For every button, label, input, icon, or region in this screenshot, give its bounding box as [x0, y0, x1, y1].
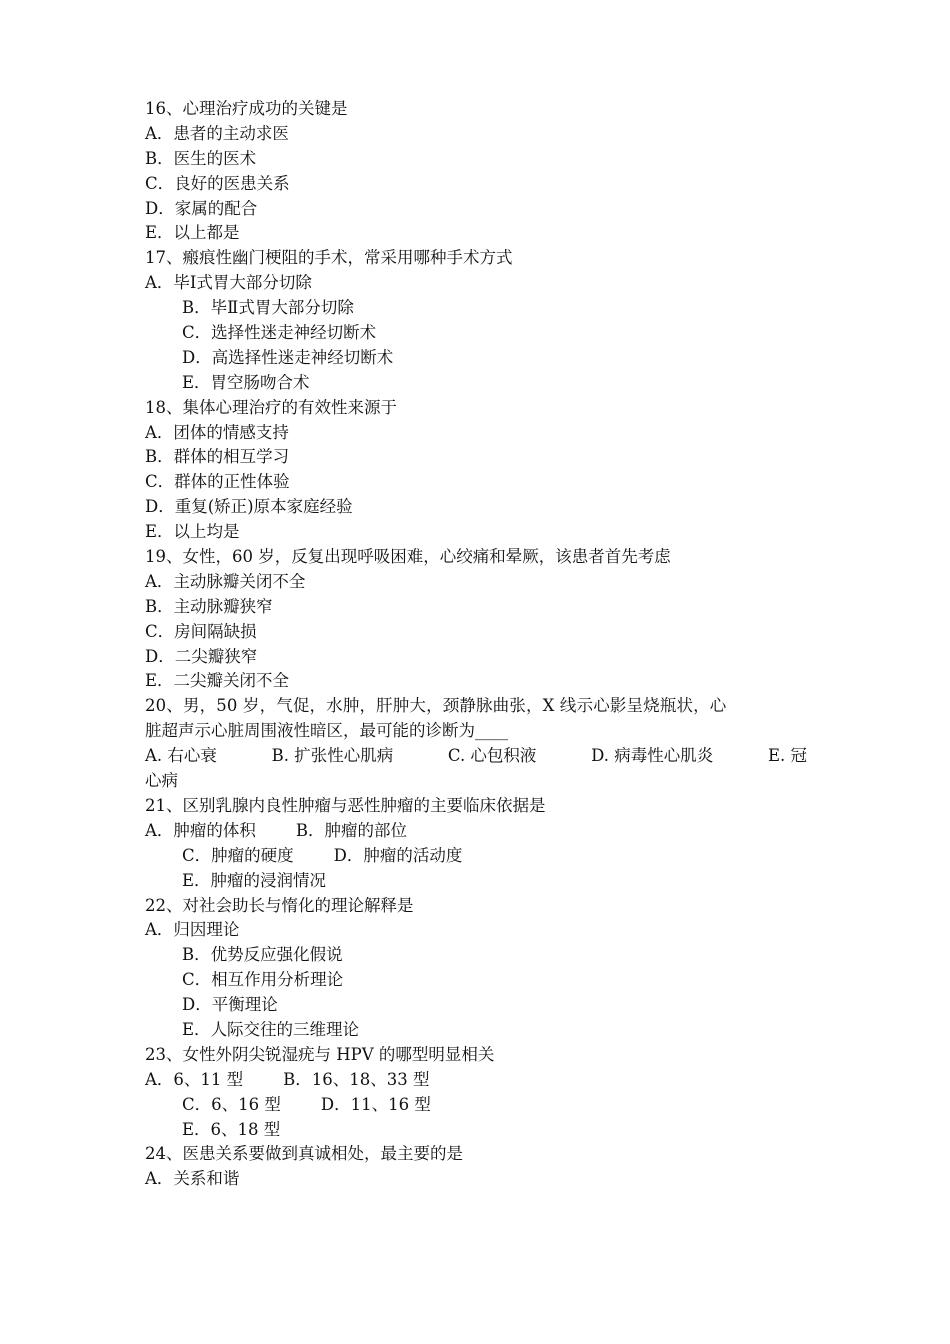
option-e: E．二尖瓣关闭不全 — [145, 671, 290, 691]
option-e-continued: 心病 — [145, 771, 178, 791]
option-e: E．胃空肠吻合术 — [182, 372, 310, 392]
option-b: B．优势反应强化假说 — [182, 945, 343, 965]
option-e: E．肿瘤的浸润情况 — [182, 870, 327, 890]
option-c: C. 心包积液 — [447, 746, 537, 766]
option-b: B．主动脉瓣狭窄 — [145, 596, 273, 616]
option-e: E．6、18 型 — [182, 1119, 281, 1139]
question-22 — [145, 894, 807, 1043]
option-d: D．肿瘤的活动度 — [333, 845, 463, 865]
option-b: B. 扩张性心肌病 — [271, 746, 394, 766]
option-c: C．选择性迷走神经切断术 — [182, 323, 377, 343]
option-c: C．6、16 型 — [182, 1094, 281, 1114]
option-e: E．人际交往的三维理论 — [182, 1019, 360, 1039]
question-stem: 19、女性，60 岁，反复出现呼吸困难，心绞痛和晕厥，该患者首先考虑 — [145, 547, 671, 567]
option-a: A．肿瘤的体积 — [145, 820, 256, 840]
option-e: E．以上均是 — [145, 522, 240, 542]
question-stem: 24、医患关系要做到真诚相处，最主要的是 — [145, 1144, 463, 1164]
option-d: D．家属的配合 — [145, 198, 258, 218]
option-a: A．6、11 型 — [145, 1069, 244, 1089]
option-d: D．重复(矫正)原本家庭经验 — [145, 497, 353, 517]
options-row — [145, 744, 807, 769]
options-row — [145, 819, 807, 844]
options-row — [145, 844, 807, 869]
question-24 — [145, 1142, 807, 1192]
option-d: D．二尖瓣狭窄 — [145, 646, 258, 666]
option-d: D．平衡理论 — [182, 995, 278, 1015]
option-b: B．毕Ⅱ式胃大部分切除 — [182, 298, 354, 318]
option-b: B．肿瘤的部位 — [295, 820, 408, 840]
option-a: A．团体的情感支持 — [145, 422, 289, 442]
option-c: C．相互作用分析理论 — [182, 970, 344, 990]
question-stem: 18、集体心理治疗的有效性来源于 — [145, 397, 397, 417]
option-a: A．关系和谐 — [145, 1169, 240, 1189]
question-19 — [145, 545, 807, 694]
option-b: B．医生的医术 — [145, 148, 257, 168]
option-c: C．良好的医患关系 — [145, 173, 290, 193]
question-stem: 20、男，50 岁，气促，水肿，肝肿大，颈静脉曲张，X 线示心影呈烧瓶状，心 — [145, 696, 727, 716]
option-a: A. 右心衰 — [145, 746, 217, 766]
question-stem-continued: 脏超声示心脏周围液性暗区，最可能的诊断为____ — [145, 721, 508, 741]
question-stem: 22、对社会助长与惰化的理论解释是 — [145, 895, 414, 915]
option-a: A．主动脉瓣关闭不全 — [145, 571, 306, 591]
option-c: C．肿瘤的硬度 — [182, 845, 294, 865]
question-21 — [145, 794, 807, 894]
option-e: E．以上都是 — [145, 223, 240, 243]
option-a: A．归因理论 — [145, 920, 240, 940]
question-23 — [145, 1043, 807, 1143]
question-16 — [145, 97, 807, 246]
option-b: B．群体的相互学习 — [145, 447, 290, 467]
option-d: D. 病毒性心肌炎 — [591, 746, 714, 766]
options-row — [145, 1068, 807, 1093]
question-17 — [145, 246, 807, 395]
question-20 — [145, 694, 807, 794]
option-c: C．房间隔缺损 — [145, 621, 257, 641]
question-18 — [145, 396, 807, 545]
option-b: B．16、18、33 型 — [283, 1069, 430, 1089]
option-d: D．高选择性迷走神经切断术 — [182, 347, 394, 367]
option-e: E. 冠 — [767, 746, 807, 766]
question-stem: 16、心理治疗成功的关键是 — [145, 99, 348, 118]
options-row — [145, 1093, 807, 1118]
option-a: A．毕Ⅰ式胃大部分切除 — [145, 273, 312, 293]
question-stem: 17、瘢痕性幽门梗阻的手术，常采用哪种手术方式 — [145, 248, 513, 268]
question-stem: 23、女性外阴尖锐湿疣与 HPV 的哪型明显相关 — [145, 1044, 495, 1064]
option-d: D．11、16 型 — [320, 1094, 431, 1114]
option-c: C．群体的正性体验 — [145, 472, 290, 492]
question-stem: 21、区别乳腺内良性肿瘤与恶性肿瘤的主要临床依据是 — [145, 795, 546, 815]
option-a: A．患者的主动求医 — [145, 123, 289, 143]
document-page — [145, 97, 807, 1192]
